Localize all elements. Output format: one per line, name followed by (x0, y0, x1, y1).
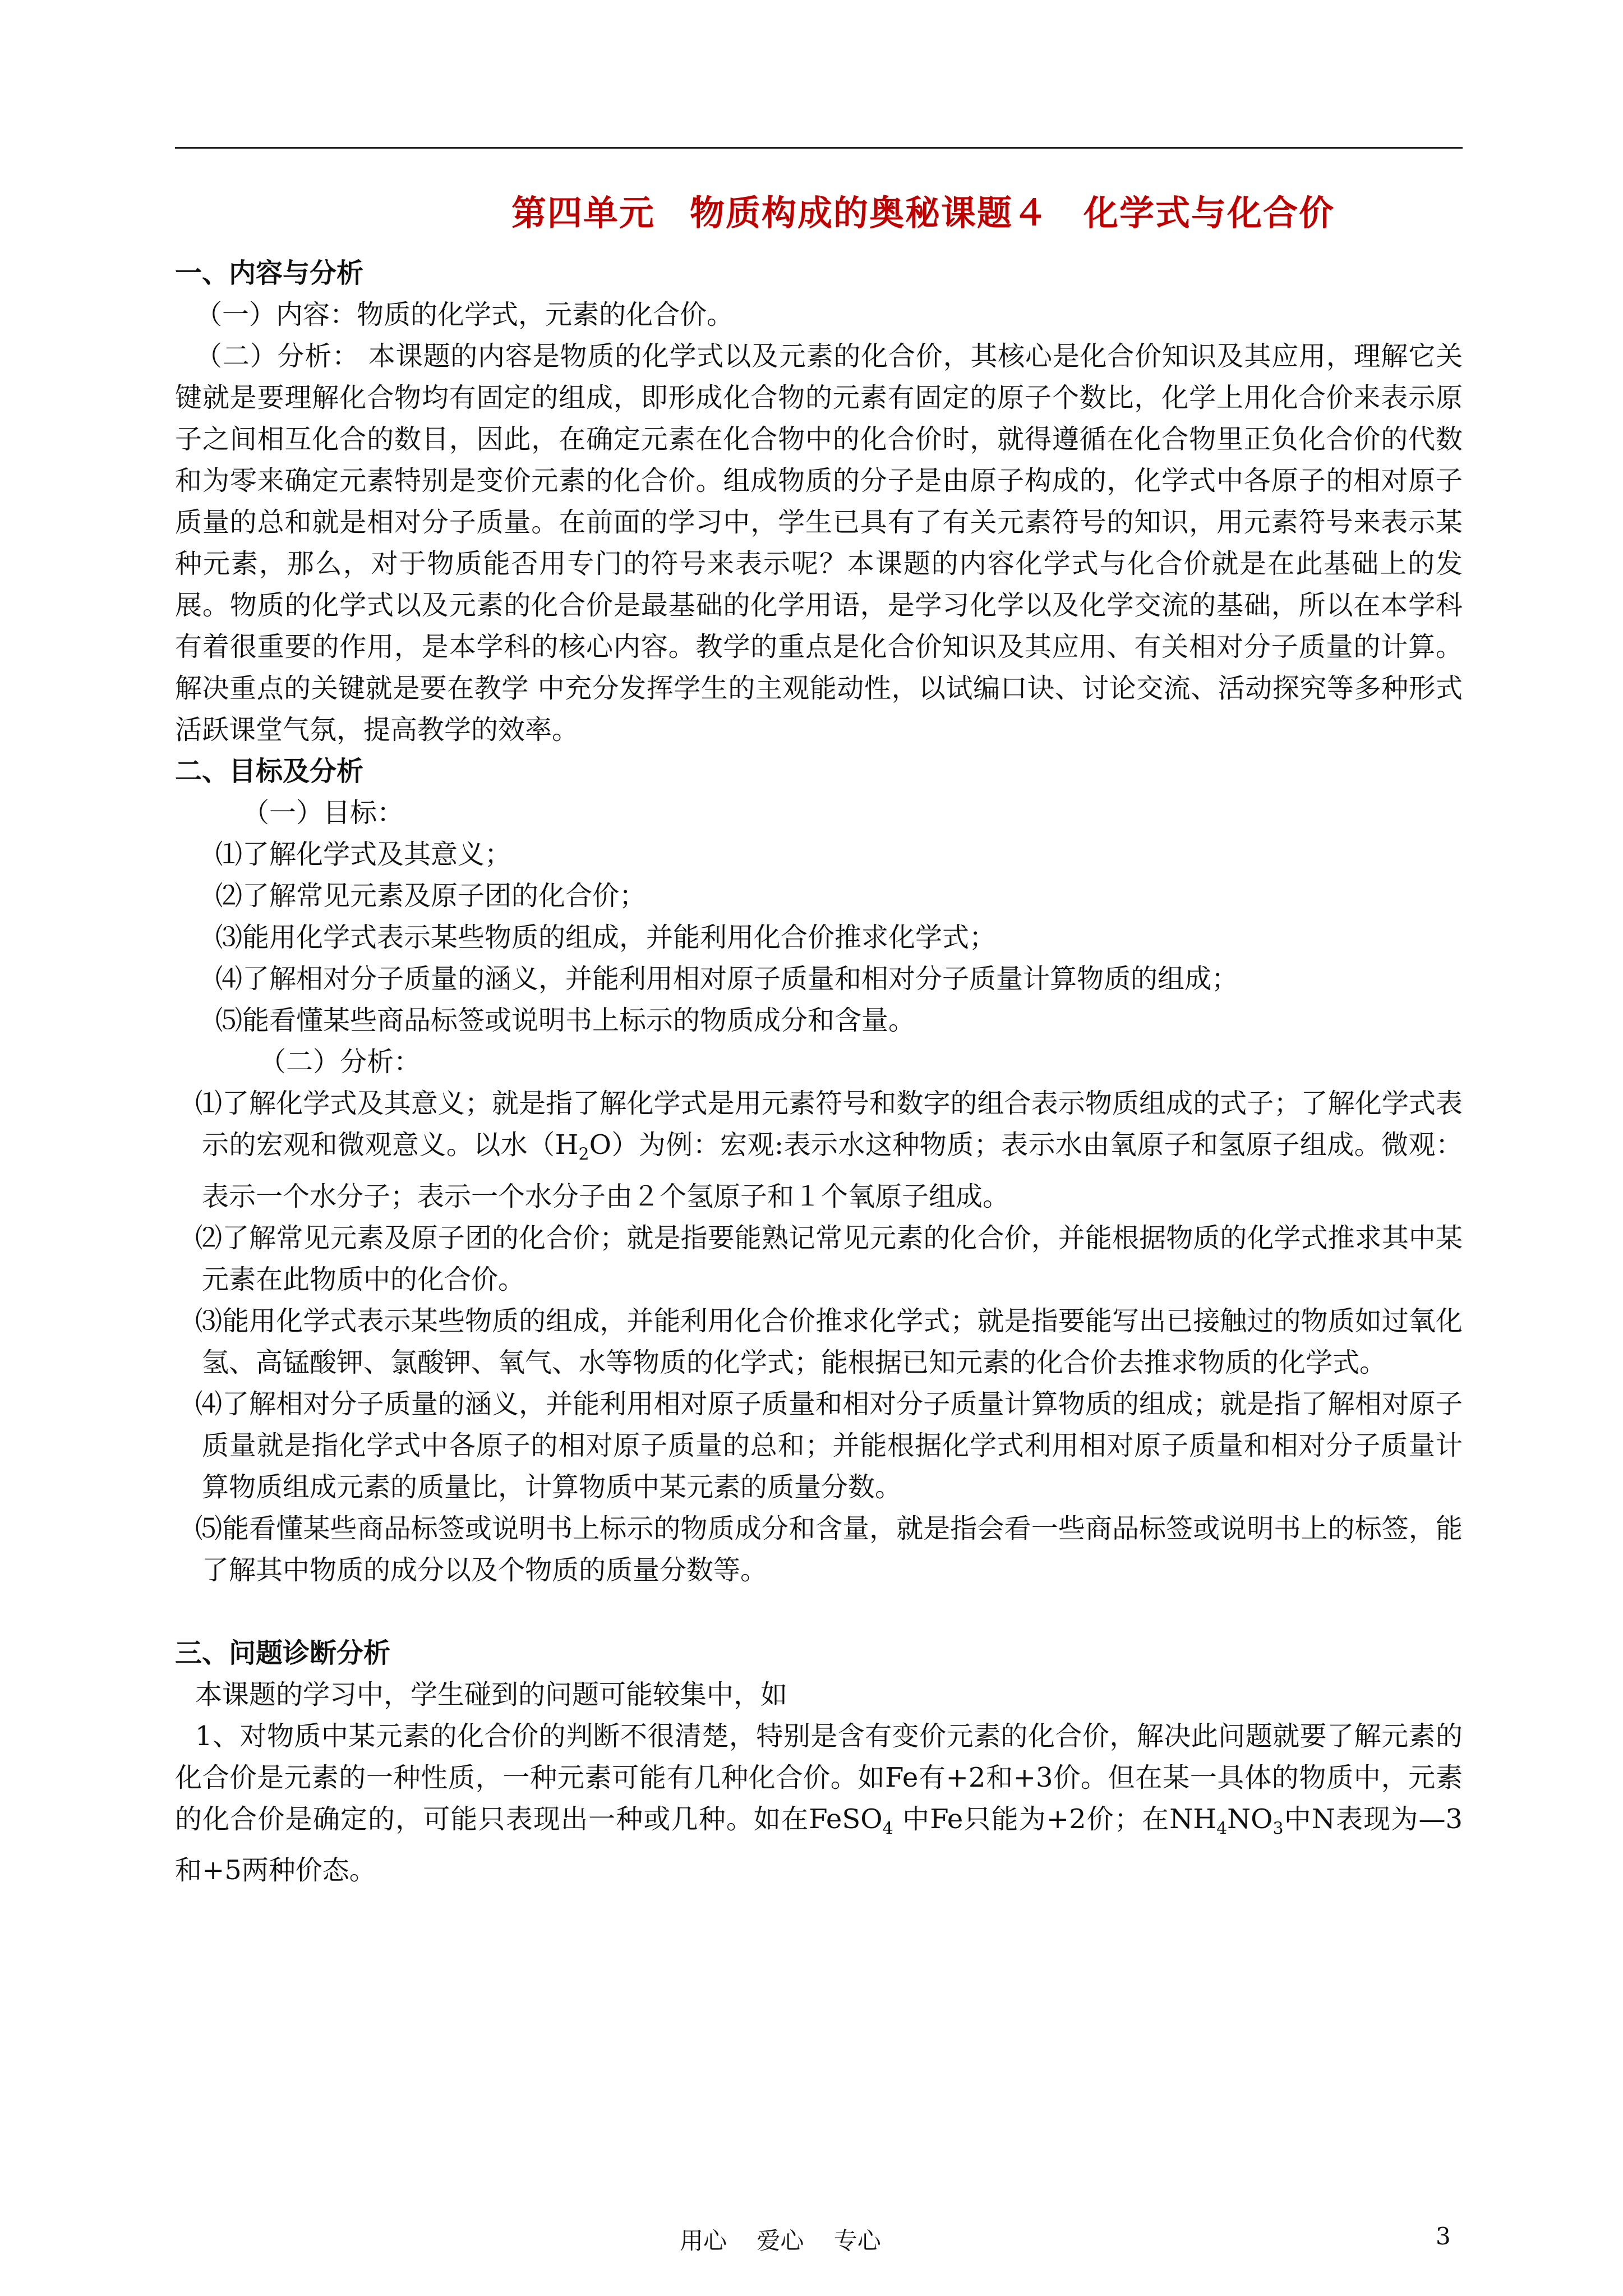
subheading: （二）分析： (259, 1046, 421, 1078)
section-heading: 一、内容与分析 (175, 257, 364, 289)
list-item: ⑴了解化学式及其意义； (215, 839, 512, 870)
paragraph: 本课题的学习中，学生碰到的问题可能较集中，如 (195, 1678, 788, 1710)
paragraph: 1、对物质中某元素的化合价的判断不很清楚，特别是含有变价元素的化合价，解决此问题就要了解元素的化合价是元素的一种性质，一种元素可能有几种化合价。如Fe有+2和+3价。但在某一具体的物质中，元素的化合价是确定的，可能只表现出一种或几种。如在FeSO$_4$ 中Fe只能为+2价；在$NH_4NO_3$中N表现为—3和+5两种价态。 (175, 1720, 1463, 1887)
subheading: （一）目标： (242, 797, 404, 829)
header-rule (175, 147, 1463, 149)
list-item: ⑶能用化学式表示某些物质的组成，并能利用化合价推求化学式； (215, 922, 997, 953)
title-topic: 物质构成的奥秘课题４ (690, 192, 1049, 233)
list-item: ⑸能看懂某些商品标签或说明书上标示的物质成分和含量，就是指会看一些商品标签或说明书上的标签，能了解其中物质的成分以及个物质的质量分数等。 (195, 1512, 1463, 1586)
paragraph: （一）内容：物质的化学式，元素的化合价。 (195, 299, 734, 330)
list-item: ⑸能看懂某些商品标签或说明书上标示的物质成分和含量。 (215, 1005, 916, 1036)
page-title (511, 185, 1335, 235)
title-subject: 化学式与化合价 (1083, 192, 1335, 233)
list-item: ⑵了解常见元素及原子团的化合价；就是指要能熟记常见元素的化合价，并能根据物质的化学式推求其中某元素在此物质中的化合价。 (195, 1222, 1463, 1295)
list-item: ⑷了解相对分子质量的涵义，并能利用相对原子质量和相对分子质量计算物质的组成；就是指了解相对原子质量就是指化学式中各原子的相对原子质量的总和；并能根据化学式利用相对原子质量和相对分子质量计算物质组成元素的质量比，计算物质中某元素的质量分数。 (195, 1388, 1463, 1503)
list-item: ⑵了解常见元素及原子团的化合价； (215, 880, 647, 912)
page-number: 3 (1436, 2223, 1451, 2250)
list-item: ⑶能用化学式表示某些物质的组成，并能利用化合价推求化学式；就是指要能写出已接触过的物质如过氧化氢、高锰酸钾、氯酸钾、氧气、水等物质的化学式；能根据已知元素的化合价去推求物质的化学式。 (195, 1305, 1463, 1378)
title-unit: 第四单元 (511, 192, 656, 233)
list-item: ⑴了解化学式及其意义；就是指了解化学式是用元素符号和数字的组合表示物质组成的式子；了解化学式表示的宏观和微观意义。以水$(H_2O)$为例：宏观:表示水这种物质；表示水由氧原子和氢原子组成。微观：表示一个水分子；表示一个水分子由２个氢原子和１个氧原子组成。 (195, 1088, 1463, 1212)
document-body (175, 252, 1463, 1891)
footer-slogan: 用心 爱心 专心 (680, 2227, 881, 2254)
section-heading: 二、目标及分析 (175, 756, 364, 787)
section-heading: 三、问题诊断分析 (175, 1637, 391, 1669)
list-item: ⑷了解相对分子质量的涵义，并能利用相对原子质量和相对分子质量计算物质的组成； (215, 963, 1239, 995)
paragraph: （二）分析： 本课题的内容是物质的化学式以及元素的化合价，其核心是化合价知识及其应用，理解它关键就是要理解化合物均有固定的组成，即形成化合物的元素有固定的原子个数比，化学上用化合价来表示原子之间相互化合的数目，因此，在确定元素在化合物中的化合价时，就得遵循在化合物里正负化合价的代数和为零来确定元素特别是变价元素的化合价。组成物质的分子是由原子构成的，化学式中各原子的相对原子质量的总和就是相对分子质量。在前面的学习中，学生已具有了有关元素符号的知识，用元素符号来表示某种元素，那么，对于物质能否用专门的符号来表示呢？本课题的内容化学式与化合价就是在此基础上的发展。物质的化学式以及元素的化合价是最基础的化学用语，是学习化学以及化学交流的基础，所以在本学科有着很重要的作用，是本学科的核心内容。教学的重点是化合价知识及其应用、有关相对分子质量的计算。解决重点的关键就是要在教学 中充分发挥学生的主观能动性，以试编口诀、讨论交流、活动探究等多种形式活跃课堂气氛，提高教学的效率。 (175, 341, 1463, 746)
